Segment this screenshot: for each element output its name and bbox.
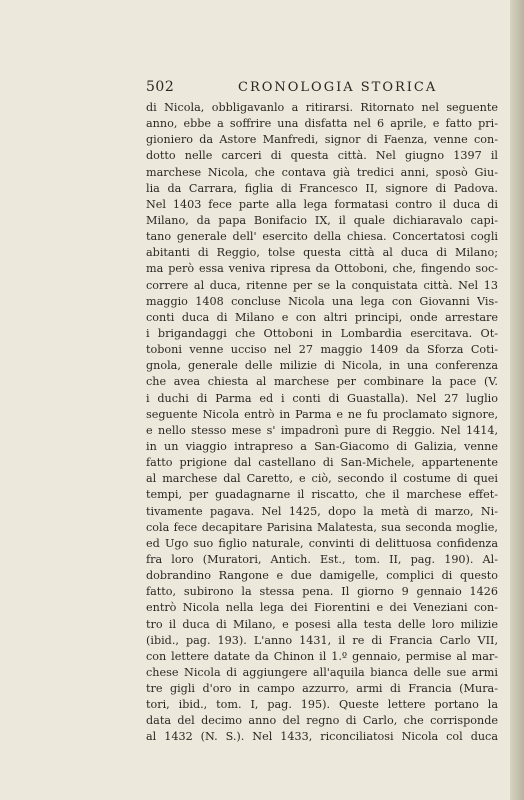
text-line: seguente Nicola entrò in Parma e ne fu proclamato signore, bbox=[146, 407, 498, 421]
text-line: Nel 1403 fece parte alla lega formatasi contro il duca di bbox=[146, 197, 498, 211]
text-line: data del decimo anno del regno di Carlo, che corrisponde bbox=[146, 714, 498, 728]
text-line: dobrandino Rangone e due damigelle, complici di questo bbox=[146, 569, 498, 583]
text-line: maggio 1408 concluse Nicola una lega con Giovanni Vis- bbox=[146, 294, 498, 308]
text-line: chese Nicola di aggiungere all'aquila bianca delle sue armi bbox=[146, 665, 498, 679]
text-line: i duchi di Parma ed i conti di Guastalla). Nel 27 luglio bbox=[146, 391, 498, 405]
text-line: ed Ugo suo figlio naturale, convinti di delittuosa confidenza bbox=[146, 536, 498, 550]
page-number: 502 bbox=[146, 79, 175, 95]
text-line: cola fece decapitare Parisina Malatesta, sua seconda moglie, bbox=[146, 520, 498, 534]
text-line: fra loro (Muratori, Antich. Est., tom. II, pag. 190). Al- bbox=[146, 552, 498, 566]
text-line: entrò Nicola nella lega dei Fiorentini e dei Veneziani con- bbox=[146, 601, 498, 615]
text-line: tano generale dell' esercito della chiesa. Concertatosi cogli bbox=[146, 230, 498, 244]
text-line: tivamente pagava. Nel 1425, dopo la metà di marzo, Ni- bbox=[146, 504, 498, 518]
text-line: gioniero da Astore Manfredi, signor di Faenza, venne con- bbox=[146, 133, 498, 147]
text-line: al 1432 (N. S.). Nel 1433, riconciliatosi Nicola col duca bbox=[146, 730, 498, 744]
text-line: in un viaggio intrapreso a San-Giacomo di Galizia, venne bbox=[146, 439, 498, 453]
text-line: fatto, subirono la stessa pena. Il giorno 9 gennaio 1426 bbox=[146, 585, 498, 599]
text-line: Milano, da papa Bonifacio IX, il quale dichiaravalo capi- bbox=[146, 213, 498, 227]
text-line: (ibid., pag. 193). L'anno 1431, il re di Francia Carlo VII, bbox=[146, 633, 498, 647]
text-line: tori, ibid., tom. I, pag. 195). Queste lettere portano la bbox=[146, 698, 498, 712]
text-line: dotto nelle carceri di questa città. Nel giugno 1397 il bbox=[146, 149, 498, 163]
text-line: tro il duca di Milano, e posesi alla testa delle loro milizie bbox=[146, 617, 498, 631]
page-gutter-shadow bbox=[510, 0, 524, 800]
text-line: anno, ebbe a soffrire una disfatta nel 6 aprile, e fatto pri- bbox=[146, 117, 498, 131]
text-line: tempi, per guadagnarne il riscatto, che il marchese effet- bbox=[146, 488, 498, 502]
text-line: correre al duca, ritenne per se la conquistata città. Nel 13 bbox=[146, 278, 498, 292]
text-line: toboni venne ucciso nel 27 maggio 1409 da Sforza Coti- bbox=[146, 343, 498, 357]
body-text bbox=[146, 100, 498, 746]
text-line: gnola, generale delle milizie di Nicola, in una conferenza bbox=[146, 359, 498, 373]
text-line: che avea chiesta al marchese per combinare la pace (V. bbox=[146, 375, 498, 389]
text-line: marchese Nicola, che contava già tredici anni, sposò Giu- bbox=[146, 165, 498, 179]
text-line: e nello stesso mese s' impadronì pure di Reggio. Nel 1414, bbox=[146, 423, 498, 437]
text-line: fatto prigione dal castellano di San-Michele, appartenente bbox=[146, 456, 498, 470]
text-line: tre gigli d'oro in campo azzurro, armi di Francia (Mura- bbox=[146, 682, 498, 696]
text-line: i brigandaggi che Ottoboni in Lombardia esercitava. Ot- bbox=[146, 326, 498, 340]
running-title: CRONOLOGIA STORICA bbox=[238, 80, 438, 95]
text-line: ma però essa veniva ripresa da Ottoboni, che, fingendo soc- bbox=[146, 262, 498, 276]
text-line: con lettere datate da Chinon il 1.º gennaio, permise al mar- bbox=[146, 649, 498, 663]
text-line: al marchese dal Caretto, e ciò, secondo il costume di quei bbox=[146, 472, 498, 486]
text-line: conti duca di Milano e con altri principi, onde arrestare bbox=[146, 310, 498, 324]
text-line: abitanti di Reggio, tolse questa città al duca di Milano; bbox=[146, 246, 498, 260]
text-line: lia da Carrara, figlia di Francesco II, signore di Padova. bbox=[146, 181, 498, 195]
text-line: di Nicola, obbligavanlo a ritirarsi. Ritornato nel seguente bbox=[146, 101, 498, 114]
page-header bbox=[146, 79, 498, 97]
